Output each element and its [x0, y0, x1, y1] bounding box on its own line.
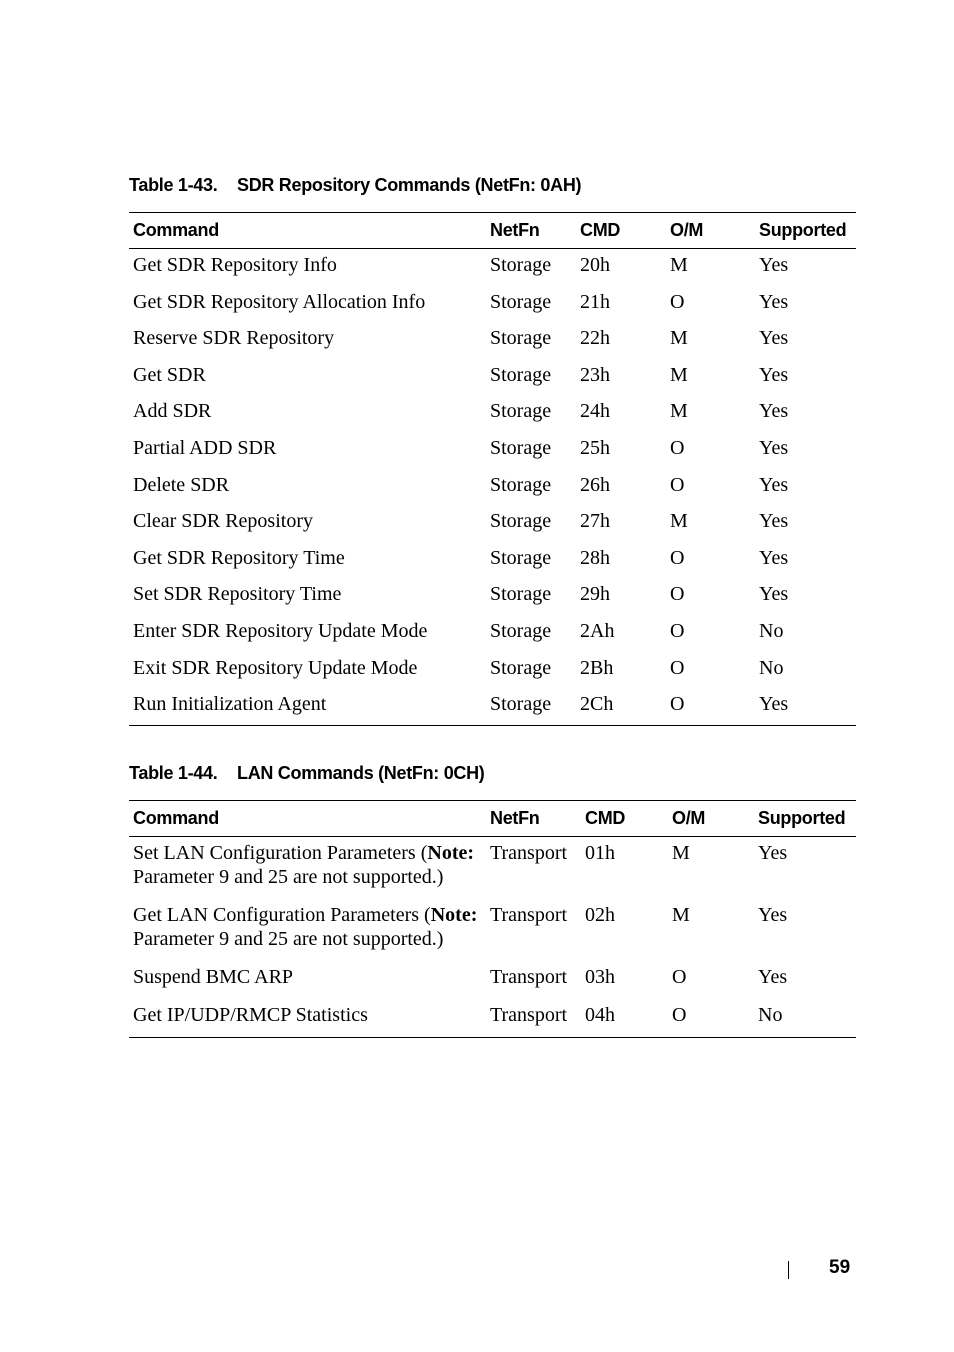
column-header-cmd: CMD — [585, 808, 626, 828]
table-row — [129, 542, 856, 579]
command-cell: Enter SDR Repository Update Mode — [133, 619, 428, 642]
om-cell: M — [672, 904, 690, 926]
table-header-row — [129, 213, 856, 249]
command-cell: Reserve SDR Repository — [133, 327, 335, 350]
sdr-repository-commands-table — [129, 212, 856, 726]
cmd-cell: 23h — [580, 363, 610, 386]
table-43-caption — [129, 174, 581, 196]
supported-cell: Yes — [759, 327, 789, 350]
om-cell: O — [672, 966, 687, 988]
netfn-cell: Storage — [490, 693, 552, 716]
table-row — [129, 899, 856, 961]
table-row — [129, 961, 856, 999]
om-cell: M — [672, 842, 690, 864]
lan-commands-table — [129, 800, 856, 1038]
om-cell: O — [670, 290, 685, 313]
cmd-cell: 27h — [580, 510, 610, 533]
column-header-om: O/M — [672, 808, 706, 828]
table-body — [129, 249, 856, 726]
table-44-number: Table 1-44. — [129, 763, 218, 783]
command-cell — [129, 899, 486, 961]
om-cell: O — [670, 473, 685, 496]
table-44-title: LAN Commands (NetFn: 0CH) — [237, 763, 485, 783]
command-cell: Get SDR Repository Time — [133, 546, 345, 569]
netfn-cell: Storage — [490, 619, 552, 642]
cmd-cell: 01h — [585, 842, 615, 864]
cmd-cell: 2Ch — [580, 693, 614, 716]
command-name: Set LAN Configuration Parameters — [133, 842, 416, 864]
om-cell: O — [670, 619, 685, 642]
netfn-cell: Storage — [490, 254, 552, 276]
note-label: Note: — [427, 842, 475, 864]
cmd-cell: 20h — [580, 254, 610, 276]
om-cell: M — [670, 254, 688, 276]
table-row — [129, 652, 856, 689]
om-cell: O — [670, 436, 685, 459]
table-row — [129, 322, 856, 359]
om-cell: O — [670, 546, 685, 569]
supported-cell: Yes — [759, 583, 789, 606]
command-cell: Partial ADD SDR — [133, 436, 277, 459]
table-row — [129, 286, 856, 323]
command-cell — [129, 837, 486, 900]
command-cell: Add SDR — [133, 400, 212, 423]
cmd-cell: 25h — [580, 436, 610, 459]
column-header-om: O/M — [670, 220, 704, 240]
supported-cell: Yes — [758, 904, 788, 926]
table-row — [129, 578, 856, 615]
netfn-cell: Storage — [490, 583, 552, 606]
table-row — [129, 469, 856, 506]
command-cell: Get SDR Repository Allocation Info — [133, 290, 426, 313]
table-43-title: SDR Repository Commands (NetFn: 0AH) — [237, 175, 582, 195]
table-row — [129, 615, 856, 652]
cmd-cell: 21h — [580, 290, 610, 313]
cmd-cell: 24h — [580, 400, 610, 423]
supported-cell: Yes — [759, 400, 789, 423]
om-cell: M — [670, 363, 688, 386]
command-name: Get LAN Configuration Parameters — [133, 904, 420, 926]
om-cell: M — [670, 510, 688, 533]
cmd-cell: 02h — [585, 904, 615, 926]
command-cell: Delete SDR — [133, 473, 230, 496]
command-cell — [129, 961, 486, 999]
command-cell: Set SDR Repository Time — [133, 583, 342, 606]
netfn-cell: Storage — [490, 656, 552, 679]
supported-cell: Yes — [759, 436, 789, 459]
column-header-netfn: NetFn — [490, 220, 540, 240]
table-row — [129, 999, 856, 1038]
command-cell: Clear SDR Repository — [133, 510, 313, 533]
supported-cell: Yes — [759, 363, 789, 386]
table-row — [129, 249, 856, 286]
column-header-cmd: CMD — [580, 220, 621, 240]
om-cell: O — [670, 656, 685, 679]
command-cell: Get SDR Repository Info — [133, 254, 337, 276]
command-name: Suspend BMC ARP — [133, 966, 294, 988]
cmd-cell: 2Ah — [580, 619, 615, 642]
supported-cell: Yes — [759, 254, 789, 276]
om-cell: O — [670, 693, 685, 716]
table-row — [129, 395, 856, 432]
netfn-cell: Storage — [490, 327, 552, 350]
footer-divider — [788, 1261, 789, 1279]
supported-cell: Yes — [759, 290, 789, 313]
supported-cell: No — [759, 656, 784, 679]
om-cell: M — [670, 400, 688, 423]
netfn-cell: Transport — [490, 1004, 568, 1026]
command-cell: Run Initialization Agent — [133, 693, 327, 716]
cmd-cell: 29h — [580, 583, 610, 606]
om-cell: M — [670, 327, 688, 350]
netfn-cell: Storage — [490, 546, 552, 569]
table-row — [129, 432, 856, 469]
supported-cell: Yes — [759, 546, 789, 569]
netfn-cell: Storage — [490, 290, 552, 313]
command-cell: Get SDR — [133, 363, 206, 386]
supported-cell: Yes — [758, 966, 788, 988]
column-header-supported: Supported — [759, 220, 847, 240]
netfn-cell: Storage — [490, 510, 552, 533]
note-text: Parameter 9 and 25 are not supported.) — [133, 928, 444, 950]
netfn-cell: Storage — [490, 436, 552, 459]
cmd-cell: 2Bh — [580, 656, 614, 679]
cmd-cell: 03h — [585, 966, 615, 988]
supported-cell: Yes — [758, 842, 788, 864]
page-number: 59 — [829, 1257, 851, 1278]
table-row — [129, 837, 856, 900]
cmd-cell: 04h — [585, 1004, 615, 1026]
column-header-netfn: NetFn — [490, 808, 540, 828]
om-cell: O — [672, 1004, 687, 1026]
table-body — [129, 837, 856, 1038]
table-43-number: Table 1-43. — [129, 175, 218, 195]
table-row — [129, 505, 856, 542]
netfn-cell: Transport — [490, 904, 568, 926]
table-row — [129, 688, 856, 725]
column-header-command: Command — [133, 220, 219, 240]
table-row — [129, 359, 856, 396]
cmd-cell: 22h — [580, 327, 610, 350]
note-open-paren: ( — [420, 842, 428, 864]
netfn-cell: Transport — [490, 842, 568, 864]
netfn-cell: Storage — [490, 473, 552, 496]
command-name: Get IP/UDP/RMCP Statistics — [133, 1004, 368, 1026]
table-header-row — [129, 801, 856, 837]
netfn-cell: Transport — [490, 966, 568, 988]
supported-cell: Yes — [759, 473, 789, 496]
netfn-cell: Storage — [490, 400, 552, 423]
netfn-cell: Storage — [490, 363, 552, 386]
column-header-supported: Supported — [758, 808, 846, 828]
supported-cell: No — [759, 619, 784, 642]
cmd-cell: 26h — [580, 473, 610, 496]
om-cell: O — [670, 583, 685, 606]
supported-cell: No — [758, 1004, 783, 1026]
command-cell — [129, 999, 486, 1038]
note-open-paren: ( — [424, 904, 431, 926]
table-44-caption — [129, 762, 485, 784]
cmd-cell: 28h — [580, 546, 610, 569]
column-header-command: Command — [133, 808, 219, 828]
note-label: Note: — [430, 904, 478, 926]
supported-cell: Yes — [759, 510, 789, 533]
command-cell: Exit SDR Repository Update Mode — [133, 656, 418, 679]
supported-cell: Yes — [759, 693, 789, 716]
note-text: Parameter 9 and 25 are not supported.) — [133, 866, 444, 888]
